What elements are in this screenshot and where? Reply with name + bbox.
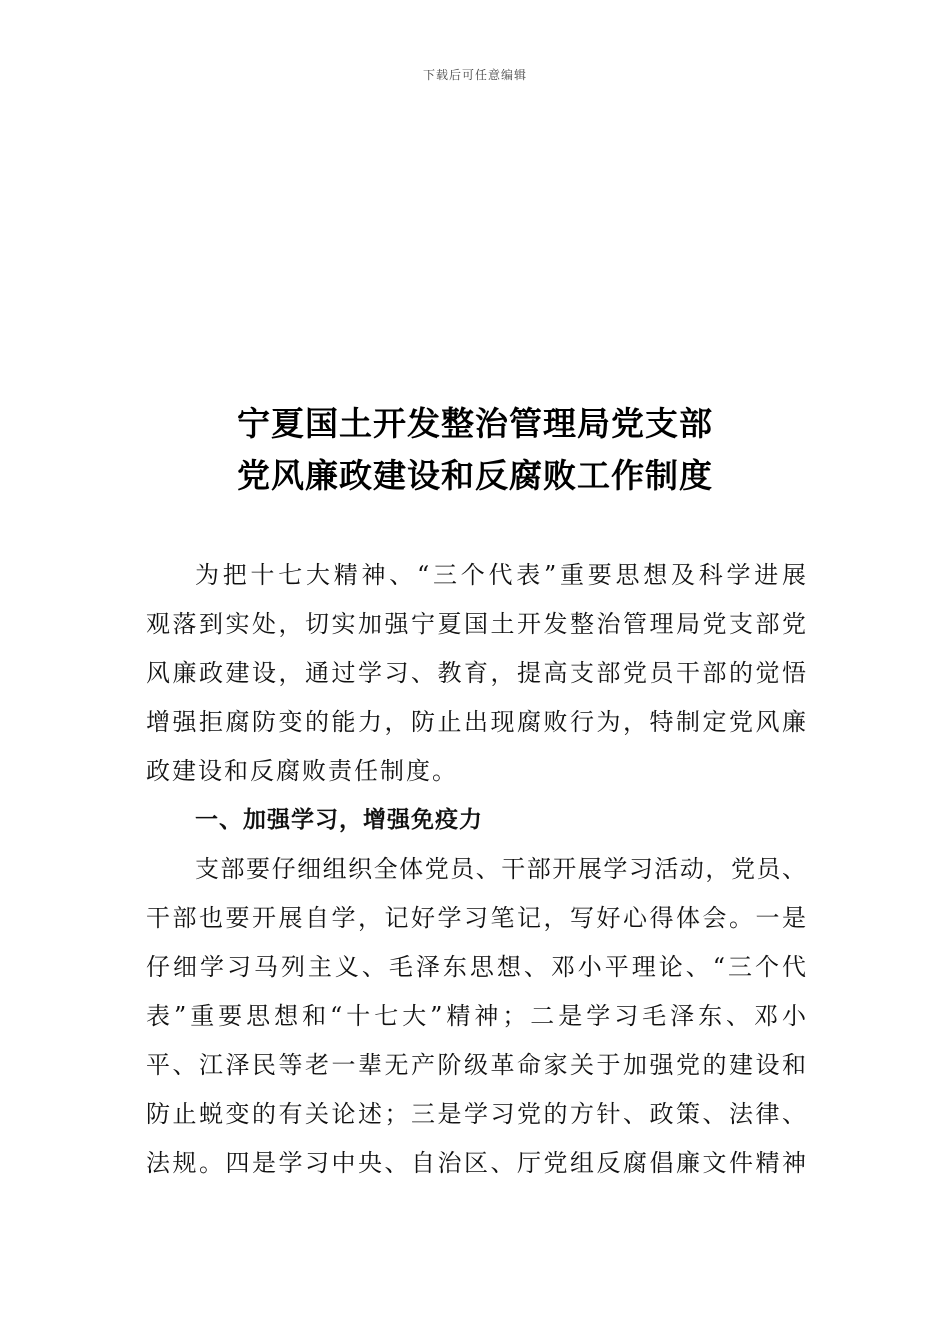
paragraph-line: 仔细学习马列主义、毛泽东思想、邓小平理论、“三个代 [146,953,806,981]
paragraph-line: 观落到实处，切实加强宁夏国土开发整治管理局党支部党 [146,610,806,638]
title-line-1: 宁夏国土开发整治管理局党支部 [237,404,713,443]
document-title [0,398,950,502]
paragraph-line: 干部也要开展自学，记好学习笔记，写好心得体会。一是 [146,904,806,932]
paragraph-line: 防止蜕变的有关论述；三是学习党的方针、政策、法律、 [146,1100,806,1128]
paragraph-line: 增强拒腐防变的能力，防止出现腐败行为，特制定党风廉 [146,708,806,736]
paragraph-line: 法规。四是学习中央、自治区、厅党组反腐倡廉文件精神 [146,1149,806,1177]
document-body [146,551,806,1188]
section-heading: 一、加强学习，增强免疫力 [195,807,483,833]
title-line-2: 党风廉政建设和反腐败工作制度 [237,456,713,495]
paragraph-line: 为把十七大精神、“三个代表”重要思想及科学进展 [195,561,806,589]
paragraph-line: 表”重要思想和“十七大”精神；二是学习毛泽东、邓小 [146,1002,806,1030]
paragraph-line: 支部要仔细组织全体党员、干部开展学习活动，党员、 [195,855,806,883]
paragraph-line: 平、江泽民等老一辈无产阶级革命家关于加强党的建设和 [146,1051,806,1079]
paragraph-line: 风廉政建设，通过学习、教育，提高支部党员干部的觉悟 [146,659,806,687]
paragraph-line: 政建设和反腐败责任制度。 [146,757,458,785]
page-header-note: 下载后可任意编辑 [422,68,527,82]
